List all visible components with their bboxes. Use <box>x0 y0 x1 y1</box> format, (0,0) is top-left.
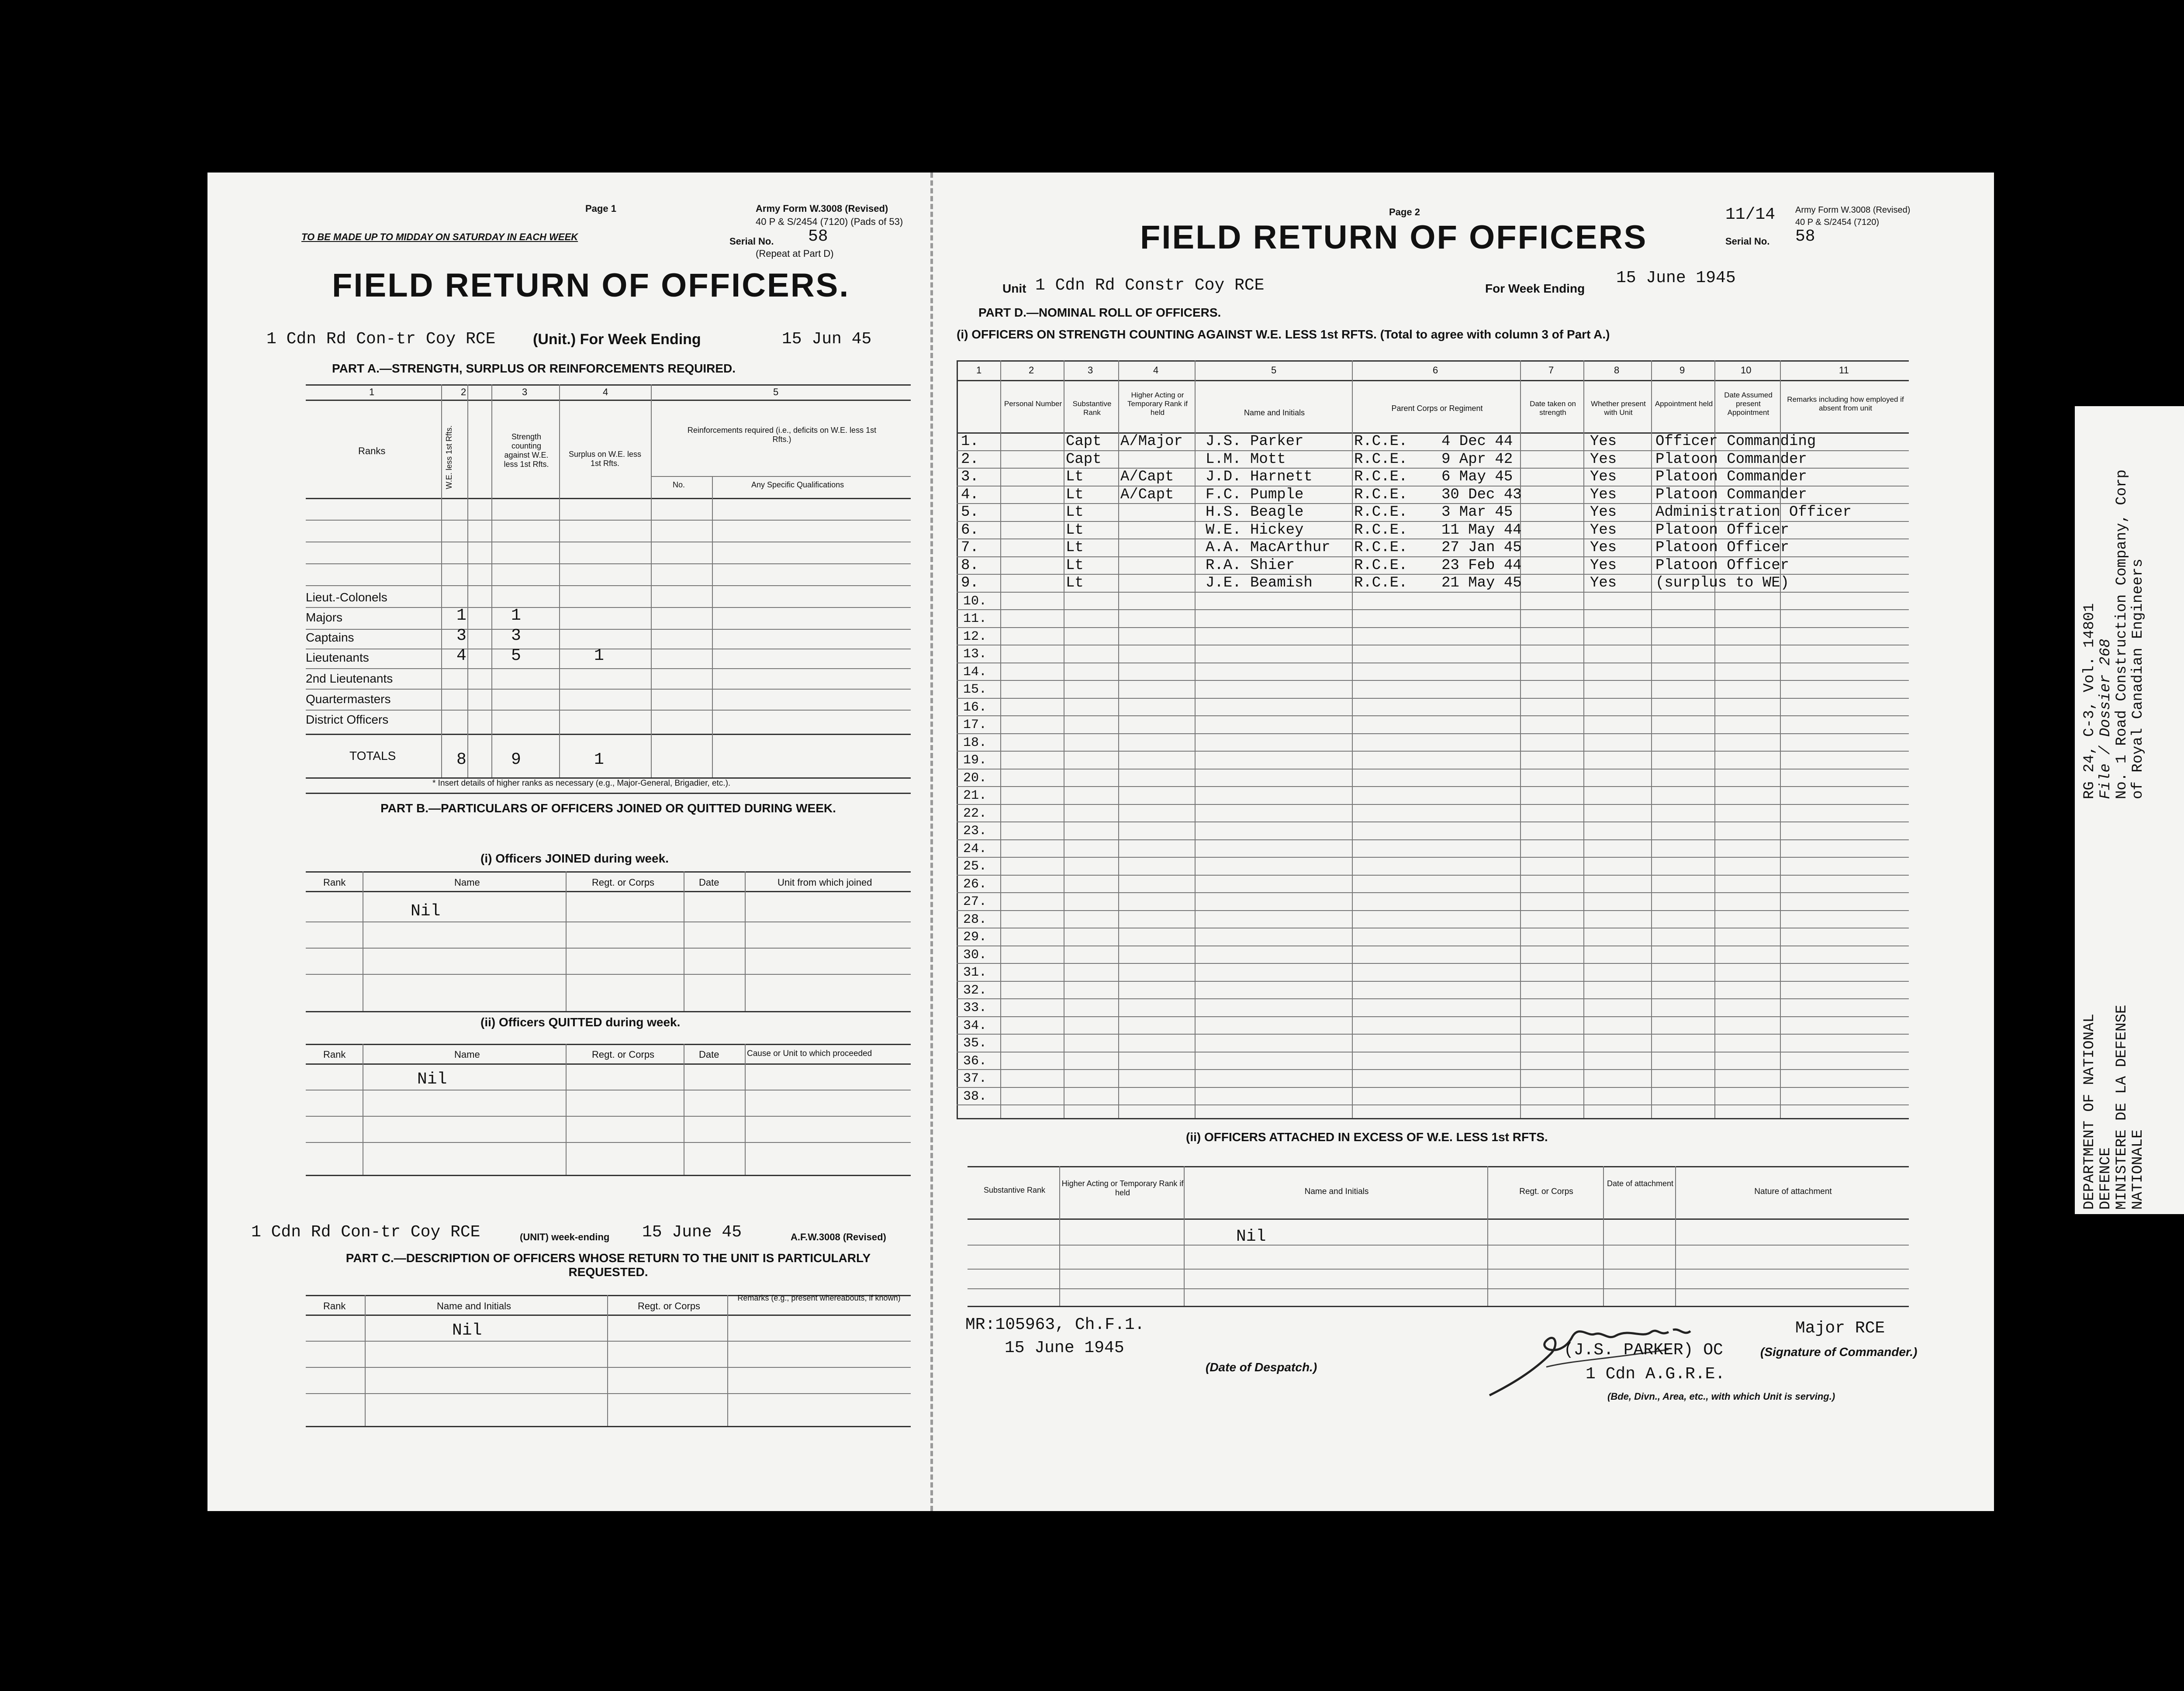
row-number: 32. <box>963 983 987 998</box>
row-number: 33. <box>963 1001 987 1015</box>
row-number: 21. <box>963 788 987 803</box>
present-with-unit: Yes <box>1590 486 1617 503</box>
row-number: 31. <box>963 965 987 980</box>
reinf-header: Reinforcements required (i.e., deficits on W.E. less 1st Rfts.) <box>687 426 877 444</box>
parent-corps: R.C.E. <box>1354 521 1408 538</box>
parent-corps: R.C.E. <box>1354 486 1408 503</box>
card-dept-4: NATIONALE <box>2130 1129 2146 1210</box>
row-number: 25. <box>963 859 987 874</box>
row-rule <box>957 627 1909 628</box>
row-number: 14. <box>963 664 987 680</box>
present-with-unit: Yes <box>1590 539 1617 556</box>
row-rule <box>957 1104 1909 1105</box>
quitted-col-rank: Rank <box>323 1049 346 1060</box>
row-rule <box>957 1087 1909 1088</box>
row-rule <box>957 892 1909 893</box>
part-c-title: PART C.—DESCRIPTION OF OFFICERS WHOSE RETURN TO THE UNIT IS PARTICULARLY REQUESTED. <box>346 1251 871 1279</box>
row-rule <box>957 857 1909 858</box>
attached-col-date: Date of attachment <box>1607 1179 1674 1188</box>
attached-nil: Nil <box>1236 1227 1266 1246</box>
row-number: 38. <box>963 1089 987 1104</box>
row-number: 37. <box>963 1071 987 1086</box>
row-rule <box>957 715 1909 716</box>
row-number: 36. <box>963 1053 987 1069</box>
part-c-col-remarks: Remarks (e.g., present whereabouts, if known) <box>737 1294 901 1302</box>
quitted-col-name: Name <box>454 1049 480 1060</box>
we-value: 4 <box>456 646 467 665</box>
date-on-strength: 21 May 45 <box>1441 575 1522 591</box>
row-number: 7. <box>961 539 979 556</box>
joined-col-unit: Unit from which joined <box>778 877 872 888</box>
page-title: FIELD RETURN OF OFFICERS. <box>332 267 850 304</box>
joined-col-name: Name <box>454 877 480 888</box>
date-on-strength: 6 May 45 <box>1441 469 1513 485</box>
row-number: 1. <box>961 433 979 450</box>
signature-name: (J.S. PARKER) OC <box>1564 1341 1723 1360</box>
substantive-rank: Lt <box>1066 539 1084 556</box>
date-on-strength: 30 Dec 43 <box>1441 486 1522 503</box>
date-on-strength: 3 Mar 45 <box>1441 504 1513 521</box>
card-ref: RG 24, C-3, Vol. 14801 <box>2081 603 2098 799</box>
acting-rank: A/Capt <box>1120 486 1174 503</box>
part-c-form: A.F.W.3008 (Revised) <box>791 1232 886 1242</box>
officer-name: R.A. Shier <box>1206 557 1295 574</box>
card-file: File / Dossier 268 <box>2098 638 2114 799</box>
part-c-unit-label: (UNIT) week-ending <box>520 1232 610 1242</box>
row-number: 30. <box>963 947 987 963</box>
we-value: 3 <box>456 626 467 645</box>
row-number: 34. <box>963 1018 987 1033</box>
part-d-title: PART D.—NOMINAL ROLL OF OFFICERS. <box>978 306 1221 319</box>
surplus-header: Surplus on W.E. less 1st Rfts. <box>568 450 642 468</box>
date-on-strength: 23 Feb 44 <box>1441 557 1522 574</box>
row-number: 10. <box>963 594 987 609</box>
part-c-col-name: Name and Initials <box>437 1301 511 1311</box>
row-rule <box>957 963 1909 964</box>
col-header-rank: Substantive Rank <box>1072 400 1112 417</box>
row-rule <box>957 839 1909 840</box>
despatch-label: (Date of Despatch.) <box>1206 1360 1317 1374</box>
col-header-date: Date taken on strength <box>1530 400 1576 417</box>
row-number: 24. <box>963 841 987 856</box>
officer-name: J.D. Harnett <box>1206 469 1313 485</box>
formation-label: (Bde, Divn., Area, etc., with which Unit is serving.) <box>1607 1391 1835 1402</box>
row-number: 12. <box>963 629 987 644</box>
present-with-unit: Yes <box>1590 557 1617 574</box>
substantive-rank: Lt <box>1066 469 1084 485</box>
part-a-title: PART A.—STRENGTH, SURPLUS OR REINFORCEMENTS REQUIRED. <box>332 362 736 375</box>
unit-label: Unit <box>1002 282 1026 295</box>
rank-label: Captains <box>306 631 354 644</box>
row-rule <box>957 786 1909 787</box>
serial-label: Serial No. <box>1725 236 1770 247</box>
week-label: For Week Ending <box>1485 282 1585 295</box>
row-number: 28. <box>963 912 987 927</box>
joined-col-rank: Rank <box>323 877 346 888</box>
surplus-value: 1 <box>594 646 604 665</box>
we-value: 1 <box>456 606 467 625</box>
row-number: 2. <box>961 451 979 468</box>
row-number: 26. <box>963 877 987 892</box>
row-rule <box>957 733 1909 734</box>
attached-title: (ii) OFFICERS ATTACHED IN EXCESS OF W.E. LESS 1st RFTS. <box>1186 1130 1548 1144</box>
row-rule <box>957 1034 1909 1035</box>
col-number-1: 1 <box>976 365 982 376</box>
rank-label: Lieut.-Colonels <box>306 590 387 604</box>
date-on-strength: 4 Dec 44 <box>1441 433 1513 450</box>
strength-value: 1 <box>511 606 521 625</box>
present-with-unit: Yes <box>1590 575 1617 591</box>
row-rule <box>957 875 1909 876</box>
row-number: 19. <box>963 753 987 768</box>
appointment: Platoon Officer <box>1655 521 1790 538</box>
card-dept-2: DEFENCE <box>2098 1147 2114 1210</box>
col-number-7: 7 <box>1548 365 1554 376</box>
parent-corps: R.C.E. <box>1354 469 1408 485</box>
row-number: 35. <box>963 1036 987 1051</box>
col-number-4: 4 <box>603 387 608 397</box>
parent-corps: R.C.E. <box>1354 451 1408 468</box>
row-rule <box>957 751 1909 752</box>
col-number-10: 10 <box>1741 365 1752 376</box>
row-number: 9. <box>961 575 979 591</box>
col-number-5: 5 <box>773 387 779 397</box>
rank-label: 2nd Lieutenants <box>306 672 393 685</box>
attached-col-rank: Substantive Rank <box>983 1186 1046 1194</box>
row-number: 27. <box>963 894 987 909</box>
date-on-strength: 11 May 44 <box>1441 521 1522 538</box>
parent-corps: R.C.E. <box>1354 539 1408 556</box>
despatch-date: 15 June 1945 <box>1005 1339 1124 1357</box>
card-desc-2: of Royal Canadian Engineers <box>2130 559 2146 799</box>
present-with-unit: Yes <box>1590 433 1617 450</box>
appointment: Officer Commanding <box>1655 433 1816 450</box>
part-d-subtitle: (i) OFFICERS ON STRENGTH COUNTING AGAINST W.E. LESS 1st RFTS. (Total to agree with column 3 of Part A.) <box>957 328 1610 341</box>
rank-label: District Officers <box>306 713 389 726</box>
row-number: 22. <box>963 806 987 821</box>
commander-signature <box>1485 1319 1756 1402</box>
present-with-unit: Yes <box>1590 451 1617 468</box>
substantive-rank: Lt <box>1066 504 1084 521</box>
row-number: 8. <box>961 557 979 574</box>
officer-name: A.A. MacArthur <box>1206 539 1330 556</box>
attached-col-name: Name and Initials <box>1304 1187 1369 1196</box>
row-number: 29. <box>963 930 987 945</box>
row-rule <box>957 910 1909 911</box>
part-c-col-rank: Rank <box>323 1301 346 1311</box>
date-on-strength: 9 Apr 42 <box>1441 451 1513 468</box>
col-number-6: 6 <box>1433 365 1438 376</box>
page-label: Page 2 <box>1389 207 1420 217</box>
col-header-name: Name and Initials <box>1244 408 1305 417</box>
appointment: Platoon Officer <box>1655 557 1790 574</box>
appointment: Platoon Officer <box>1655 539 1790 556</box>
qual-header: Any Specific Qualifications <box>751 480 844 489</box>
col-number-3: 3 <box>522 387 528 397</box>
col-header-personal: Personal Number <box>1004 400 1062 408</box>
quitted-title: (ii) Officers QUITTED during week. <box>480 1015 681 1029</box>
row-number: 16. <box>963 700 987 715</box>
row-number: 13. <box>963 647 987 662</box>
totals-we: 8 <box>456 750 467 769</box>
row-rule <box>957 1052 1909 1053</box>
card-dept-3: MINISTERE DE LA DEFENSE <box>2114 1004 2130 1210</box>
col-header-assumed: Date Assumed present Appointment <box>1724 391 1773 417</box>
unit-value: 1 Cdn Rd Constr Coy RCE <box>1035 276 1265 295</box>
present-with-unit: Yes <box>1590 504 1617 521</box>
part-c-week: 15 June 45 <box>642 1223 742 1242</box>
attached-col-corps: Regt. or Corps <box>1519 1187 1573 1196</box>
totals-strength: 9 <box>511 750 521 769</box>
quitted-col-corps: Regt. or Corps <box>592 1049 655 1060</box>
page-title: FIELD RETURN OF OFFICERS <box>1140 219 1648 256</box>
row-rule <box>957 821 1909 822</box>
totals-label: TOTALS <box>349 749 396 763</box>
attached-col-nature: Nature of attachment <box>1754 1187 1832 1196</box>
col-header-present: Whether present with Unit <box>1591 400 1646 417</box>
parent-corps: R.C.E. <box>1354 575 1408 591</box>
strength-value: 5 <box>511 646 521 665</box>
card-dept-1: DEPARTMENT OF NATIONAL <box>2081 1014 2098 1210</box>
part-c-col-corps: Regt. or Corps <box>638 1301 701 1311</box>
substantive-rank: Lt <box>1066 486 1084 503</box>
week-value: 15 Jun 45 <box>782 330 872 349</box>
col-number-4: 4 <box>1153 365 1159 376</box>
rank-label: Majors <box>306 611 343 624</box>
row-rule <box>957 1069 1909 1070</box>
form-id: Army Form W.3008 (Revised) <box>756 203 888 214</box>
substantive-rank: Capt <box>1066 451 1102 468</box>
joined-col-date: Date <box>699 877 719 888</box>
row-number: 4. <box>961 486 979 503</box>
joined-title: (i) Officers JOINED during week. <box>480 852 669 865</box>
row-rule <box>957 680 1909 681</box>
row-rule <box>957 592 1909 593</box>
strength-value: 3 <box>511 626 521 645</box>
form-sub: 40 P & S/2454 (7120) (Pads of 53) <box>756 216 903 227</box>
quitted-nil: Nil <box>417 1070 447 1089</box>
parent-corps: R.C.E. <box>1354 557 1408 574</box>
col-header-remarks: Remarks including how employed if absent from unit <box>1787 395 1904 412</box>
officer-name: F.C. Pumple <box>1206 486 1304 503</box>
row-number: 15. <box>963 682 987 697</box>
col-number-2: 2 <box>461 387 467 397</box>
row-number: 23. <box>963 824 987 839</box>
page-label: Page 1 <box>585 203 616 214</box>
part-c-unit: 1 Cdn Rd Con-tr Coy RCE <box>251 1223 480 1242</box>
col-number-3: 3 <box>1088 365 1093 376</box>
officer-name: J.S. Parker <box>1206 433 1304 450</box>
card-desc-1: No. 1 Road Construction Company, Corp <box>2114 469 2130 799</box>
col-number-5: 5 <box>1271 365 1277 376</box>
we-header: W.E. less 1st Rfts. <box>445 425 453 489</box>
col-header-appt: Appointment held <box>1655 400 1713 408</box>
serial-value: 58 <box>808 227 828 246</box>
row-rule <box>957 1016 1909 1017</box>
officer-name: W.E. Hickey <box>1206 521 1304 538</box>
joined-col-corps: Regt. or Corps <box>592 877 655 888</box>
present-with-unit: Yes <box>1590 469 1617 485</box>
col-number-8: 8 <box>1614 365 1620 376</box>
unit-value: 1 Cdn Rd Con-tr Coy RCE <box>266 330 496 349</box>
officer-name: H.S. Beagle <box>1206 504 1304 521</box>
row-rule <box>957 609 1909 610</box>
row-number: 11. <box>963 611 987 626</box>
date-on-strength: 27 Jan 45 <box>1441 539 1522 556</box>
footnote: * Insert details of higher ranks as necessary (e.g., Major-General, Brigadier, etc.). <box>432 779 731 788</box>
appointment: (surplus to WE) <box>1655 575 1790 591</box>
serial-label: Serial No. <box>729 236 774 247</box>
row-number: 3. <box>961 469 979 485</box>
part-c-nil: Nil <box>452 1321 482 1340</box>
signature-rank: Major RCE <box>1795 1319 1885 1338</box>
row-rule <box>957 698 1909 699</box>
substantive-rank: Lt <box>1066 575 1084 591</box>
col-number-2: 2 <box>1029 365 1034 376</box>
officer-name: L.M. Mott <box>1206 451 1286 468</box>
col-header-corps: Parent Corps or Regiment <box>1391 404 1483 413</box>
ranks-header: Ranks <box>358 445 386 456</box>
row-number: 20. <box>963 770 987 786</box>
substantive-rank: Capt <box>1066 433 1102 450</box>
formation: 1 Cdn A.G.R.E. <box>1586 1365 1725 1384</box>
row-number: 17. <box>963 718 987 732</box>
form-id: Army Form W.3008 (Revised) <box>1795 205 1911 215</box>
row-rule <box>957 769 1909 770</box>
attached-col-acting: Higher Acting or Temporary Rank if held <box>1061 1179 1184 1197</box>
col-number-1: 1 <box>369 387 375 397</box>
archive-card <box>2075 406 2184 1214</box>
parent-corps: R.C.E. <box>1354 504 1408 521</box>
row-number: 18. <box>963 735 987 750</box>
joined-nil: Nil <box>411 902 441 921</box>
quitted-col-cause: Cause or Unit to which proceeded <box>747 1049 872 1058</box>
parent-corps: R.C.E. <box>1354 433 1408 450</box>
rank-label: Quartermasters <box>306 692 391 706</box>
totals-surplus: 1 <box>594 750 604 769</box>
appointment: Platoon Commander <box>1655 486 1807 503</box>
quitted-col-date: Date <box>699 1049 719 1060</box>
week-value: 15 June 1945 <box>1616 269 1736 287</box>
form-sub: 40 P & S/2454 (7120) <box>1795 217 1879 227</box>
form-ref: 11/14 <box>1725 205 1776 224</box>
part-b-title: PART B.—PARTICULARS OF OFFICERS JOINED OR QUITTED DURING WEEK. <box>380 801 836 815</box>
acting-rank: A/Major <box>1120 433 1183 450</box>
page-fold <box>930 173 933 1511</box>
no-header: No. <box>673 480 685 489</box>
row-rule <box>957 998 1909 999</box>
serial-value: 58 <box>1795 227 1815 246</box>
row-rule <box>957 804 1909 805</box>
signature-label: (Signature of Commander.) <box>1760 1345 1918 1359</box>
strength-header: Strength counting against W.E. less 1st Rfts. <box>504 432 549 469</box>
appointment: Administration Officer <box>1655 504 1852 521</box>
mr-ref: MR:105963, Ch.F.1. <box>965 1315 1145 1334</box>
acting-rank: A/Capt <box>1120 469 1174 485</box>
appointment: Platoon Commander <box>1655 451 1807 468</box>
row-rule <box>957 981 1909 982</box>
col-number-9: 9 <box>1679 365 1685 376</box>
instruction: TO BE MADE UP TO MIDDAY ON SATURDAY IN EACH WEEK <box>301 231 578 242</box>
appointment: Platoon Commander <box>1655 469 1807 485</box>
row-number: 5. <box>961 504 979 521</box>
row-number: 6. <box>961 521 979 538</box>
rank-label: Lieutenants <box>306 651 369 664</box>
officer-name: J.E. Beamish <box>1206 575 1313 591</box>
present-with-unit: Yes <box>1590 521 1617 538</box>
substantive-rank: Lt <box>1066 521 1084 538</box>
col-number-11: 11 <box>1839 365 1849 376</box>
unit-label: (Unit.) For Week Ending <box>533 331 701 348</box>
serial-note: (Repeat at Part D) <box>756 248 834 259</box>
substantive-rank: Lt <box>1066 557 1084 574</box>
col-header-acting: Higher Acting or Temporary Rank if held <box>1127 391 1188 417</box>
